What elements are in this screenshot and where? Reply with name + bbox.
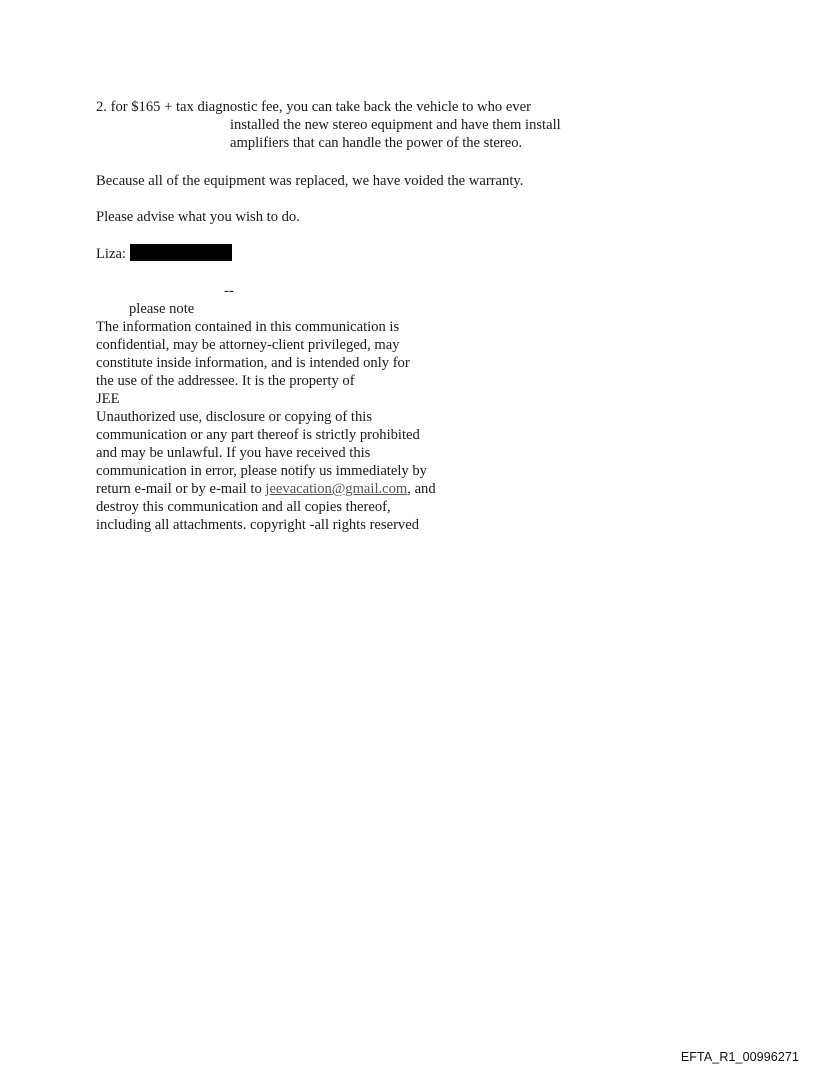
disclaimer-line: communication or any part thereof is strictly prohibited (96, 427, 420, 443)
signature-name-label: Liza: (96, 246, 126, 262)
option2-line1: 2. for $165 + tax diagnostic fee, you can take back the vehicle to who ever (96, 99, 531, 115)
redaction-bar (130, 244, 232, 261)
disclaimer-line: including all attachments. copyright -all rights reserved (96, 517, 419, 533)
signature-line (96, 244, 232, 263)
disclaimer-line: The information contained in this communication is (96, 319, 400, 335)
disclaimer-line: and may be unlawful. If you have received this (96, 445, 371, 461)
email-line-prefix: return e-mail or by e-mail to (96, 481, 266, 497)
disclaimer-line: the use of the addressee. It is the property of (96, 373, 355, 389)
disclaimer-line: Unauthorized use, disclosure or copying of this (96, 409, 373, 425)
disclaimer-line: confidential, may be attorney-client privileged, may (96, 337, 400, 353)
warranty-text: Because all of the equipment was replaced, we have voided the warranty. (96, 173, 524, 189)
option2-line3: amplifiers that can handle the power of the stereo. (230, 135, 523, 151)
disclaimer-body (96, 318, 436, 534)
disclaimer-line: JEE (96, 391, 120, 407)
advise-text: Please advise what you wish to do. (96, 209, 300, 225)
email-line-suffix: , and (407, 481, 436, 497)
option2-line2: installed the new stereo equipment and have them install (230, 117, 561, 133)
document-id: EFTA_R1_00996271 (680, 1050, 799, 1064)
disclaimer-line: destroy this communication and all copies thereof, (96, 499, 391, 515)
disclaimer-line: constitute inside information, and is intended only for (96, 355, 410, 371)
disclaimer-heading: please note (129, 301, 195, 317)
email-link[interactable]: jeevacation@gmail.com (265, 481, 408, 497)
disclaimer-line: communication in error, please notify us immediately by (96, 463, 427, 479)
signature-separator: -- (224, 283, 234, 299)
disclaimer-email-line (96, 480, 436, 498)
